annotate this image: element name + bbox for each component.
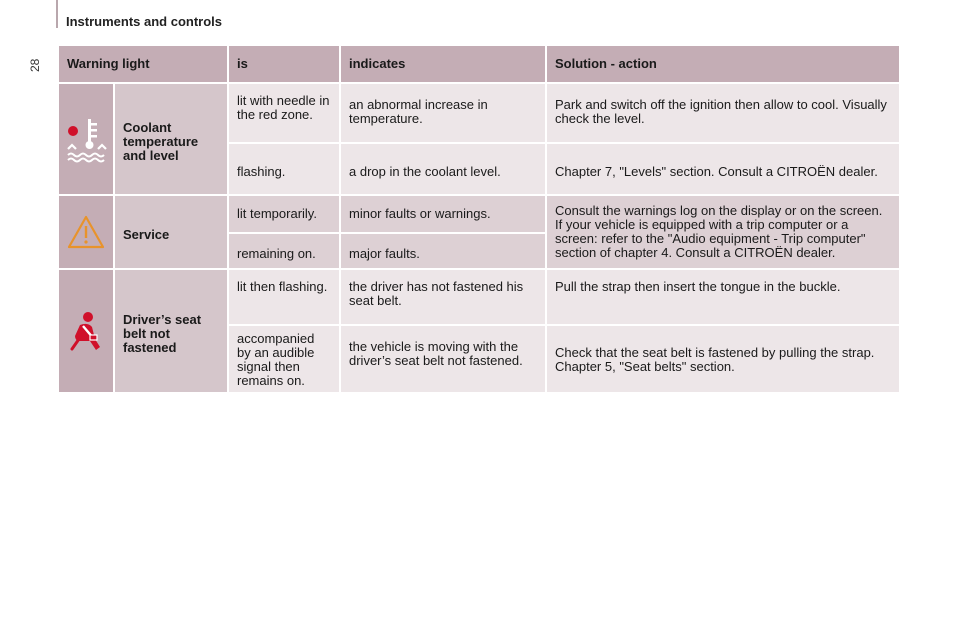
cell-indicates: the vehicle is moving with the driver’s seat belt not fastened. bbox=[341, 326, 545, 392]
seat-belt-icon-cell bbox=[59, 270, 113, 392]
cell-solution: Chapter 7, "Levels" section. Consult a CITROËN dealer. bbox=[547, 144, 899, 194]
service-icon-cell bbox=[59, 196, 113, 268]
warning-name-label: Coolant temperature and level bbox=[123, 120, 199, 163]
cell-is: accompanied by an audible signal then remains on. bbox=[229, 326, 339, 392]
coolant-temperature-icon bbox=[62, 109, 110, 169]
column-header-is: is bbox=[229, 46, 339, 82]
cell-solution: Park and switch off the ignition then allow to cool. Visually check the level. bbox=[547, 84, 899, 142]
cell-solution: Pull the strap then insert the tongue in the buckle. bbox=[547, 270, 899, 324]
table-row bbox=[59, 196, 899, 232]
table-row bbox=[59, 270, 899, 324]
warning-name-coolant bbox=[115, 84, 227, 194]
table-row bbox=[59, 84, 899, 142]
table-header-row bbox=[59, 46, 899, 82]
seat-belt-icon bbox=[66, 309, 106, 353]
section-title: Instruments and controls bbox=[66, 14, 223, 29]
cell-indicates: the driver has not fastened his seat belt. bbox=[341, 270, 545, 324]
cell-is: lit with needle in the red zone. bbox=[229, 84, 339, 142]
cell-indicates: a drop in the coolant level. bbox=[341, 144, 545, 194]
cell-indicates: major faults. bbox=[341, 234, 545, 268]
column-header-solution: Solution - action bbox=[547, 46, 899, 82]
column-header-indicates: indicates bbox=[341, 46, 545, 82]
page-number: 28 bbox=[28, 58, 42, 72]
cell-indicates: minor faults or warnings. bbox=[341, 196, 545, 232]
warning-name-label: Driver’s seat belt not fastened bbox=[123, 312, 202, 355]
cell-solution: Consult the warnings log on the display or on the screen. If your vehicle is equipped with a trip computer or a screen: refer to the "Audio equipment - Trip computer" section of chapter 4. Consult a CITROËN dealer. bbox=[547, 196, 899, 268]
cell-indicates: an abnormal increase in temperature. bbox=[341, 84, 545, 142]
warning-name-service bbox=[115, 196, 227, 268]
warning-lights-table bbox=[57, 44, 901, 394]
cell-is: lit then flashing. bbox=[229, 270, 339, 324]
warning-name-label: Service bbox=[123, 227, 170, 242]
cell-solution: Check that the seat belt is fastened by pulling the strap. Chapter 5, "Seat belts" section. bbox=[547, 326, 899, 392]
service-warning-icon bbox=[66, 214, 106, 250]
column-header-warning-light: Warning light bbox=[59, 46, 227, 82]
warning-name-seat-belt bbox=[115, 270, 227, 392]
coolant-icon-cell bbox=[59, 84, 113, 194]
cell-is: remaining on. bbox=[229, 234, 339, 268]
cell-is: flashing. bbox=[229, 144, 339, 194]
header-rule bbox=[56, 0, 58, 28]
cell-is: lit temporarily. bbox=[229, 196, 339, 232]
